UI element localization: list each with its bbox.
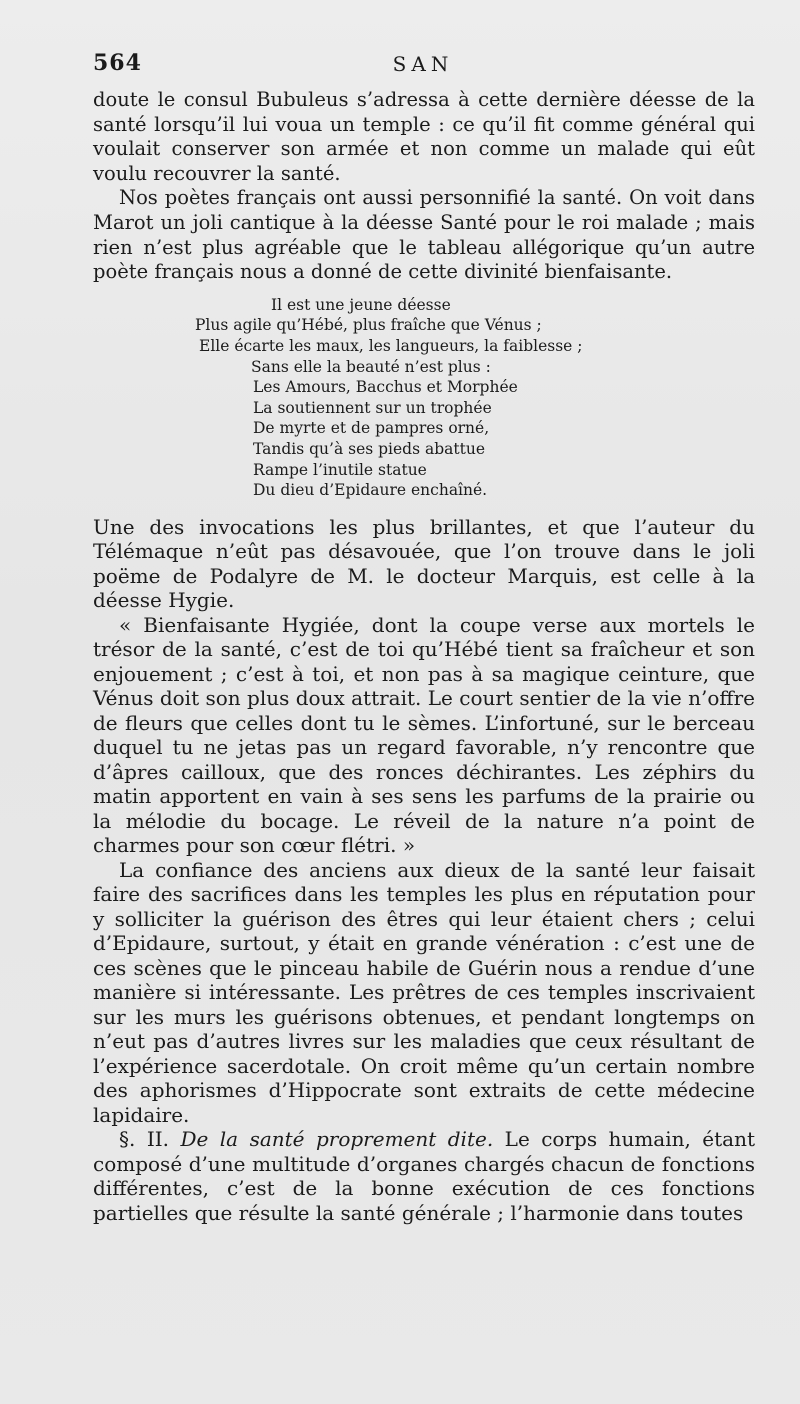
section-marker: §. II.: [119, 1127, 169, 1152]
section-text: Le corps humain, étant composé d’une multitude d’organes chargés chacun de fonctions différentes, c’est de la bonne exécution de ces fonctions partielles que résulte la santé générale ; l’harmonie dans toutes: [93, 1127, 756, 1225]
verse-line-2: Plus agile qu’Hébé, plus fraîche que Vénus ;: [195, 316, 542, 335]
page-header: [93, 50, 753, 86]
section-title: De la santé proprement dite.: [180, 1127, 494, 1152]
paragraph-4: « Bienfaisante Hygiée, dont la coupe verse aux mortels le trésor de la santé, c’est de toi qu’Hébé tient sa fraîcheur et son enjouement ; c’est à toi, et non pas à sa magique ceinture, que Vénus doit son plus doux attrait. Le court sentier de la vie n’offre de fleurs que celles dont tu le sèmes. L’infortuné, sur le berceau duquel tu ne jetas pas un regard favorable, n’y rencontre que d’âpres cailloux, que des ronces déchirantes. Les zéphirs du matin apportent en vain à ses sens les parfums de la prairie ou la mélodie du bocage. Le réveil de la nature n’a point de charmes pour son cœur flétri. »: [93, 612, 755, 858]
paragraph-2: Nos poètes français ont aussi personnifié la santé. On voit dans Marot un joli cantique à la déesse Santé pour le roi malade ; mais rien n’est plus agréable que le tableau allégorique qu’un autre poète français nous a donné de cette divinité bienfaisante.: [93, 186, 755, 284]
verse-line-10: Du dieu d’Epidaure enchaîné.: [253, 481, 488, 500]
verse-line-6: La soutiennent sur un trophée: [253, 398, 492, 417]
verse-line-8: Tandis qu’à ses pieds abattue: [253, 439, 486, 458]
paragraph-6: [93, 1127, 755, 1225]
lower-text-block: [93, 515, 755, 1226]
verse-quotation: [93, 295, 755, 501]
page-body: [93, 88, 755, 1225]
running-head: SAN: [392, 52, 454, 76]
paragraph-3: Une des invocations les plus brillantes, et que l’auteur du Télémaque n’eût pas désavouée, que l’on trouve dans le joli poëme de Podalyre de M. le docteur Marquis, est celle à la déesse Hygie.: [93, 514, 755, 613]
verse-line-1: Il est une jeune déesse: [271, 295, 451, 314]
verse-line-7: De myrte et de pampres orné,: [253, 419, 490, 438]
paragraph-1: doute le consul Bubuleus s’adressa à cette dernière déesse de la santé lorsqu’il lui voua un temple : ce qu’il fit comme général qui voulait conserver son armée et non comme un malade qui eût voulu recouvrer la santé.: [93, 88, 755, 185]
verse-line-4: Sans elle la beauté n’est plus :: [251, 357, 491, 376]
verse-line-3: Elle écarte les maux, les langueurs, la faiblesse ;: [199, 336, 583, 355]
paragraph-5: La confiance des anciens aux dieux de la santé leur faisait faire des sacrifices dans les temples les plus en réputation pour y solliciter la guérison des êtres qui leur étaient chers ; celui d’Epidaure, surtout, y était en grande vénération : c’est une de ces scènes que le pinceau habile de Guérin nous a rendue d’une manière si intéressante. Les prêtres de ces temples inscrivaient sur les murs les guérisons obtenues, et pendant longtemps on n’eut pas d’autres livres sur les maladies que ceux résultant de l’expérience sacerdotale. On croit même qu’un certain nombre des aphorismes d’Hippocrate sont extraits de cette médecine lapidaire.: [93, 857, 755, 1127]
page-number: 564: [93, 50, 142, 76]
verse-line-9: Rampe l’inutile statue: [253, 460, 427, 479]
verse-line-5: Les Amours, Bacchus et Morphée: [253, 378, 518, 397]
